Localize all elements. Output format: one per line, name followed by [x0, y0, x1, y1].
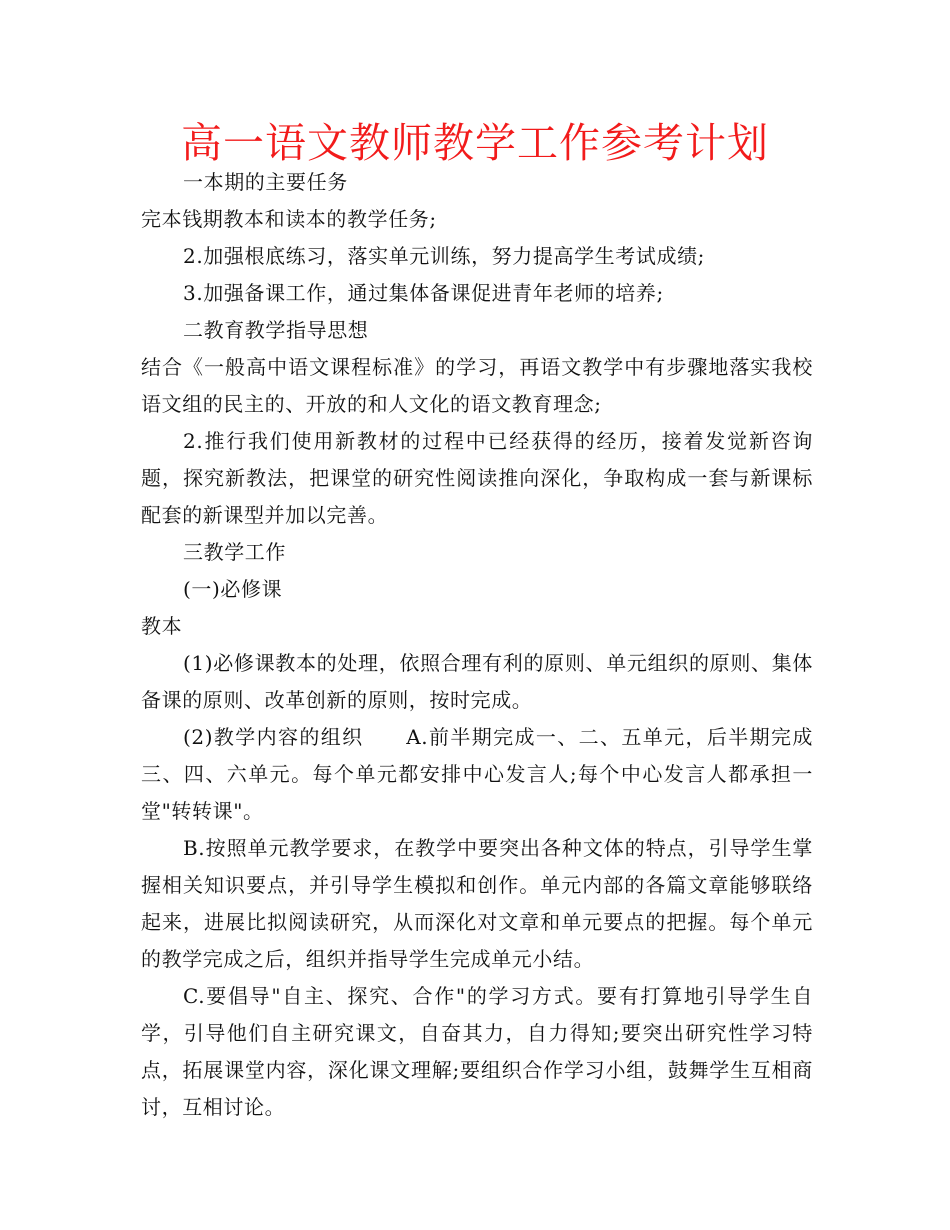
paragraph-3: 2.加强根底练习，落实单元训练，努力提高学生考试成绩;	[183, 244, 706, 268]
paragraph-13: B.按照单元教学要求，在教学中要突出各种文体的特点，引导学生掌握相关知识要点，并引导学生模拟和创作。单元内部的各篇文章能够联络起来，进展比拟阅读研究，从而深化对文章和单元要点的把握。每个单元的教学完成之后，组织并指导学生完成单元小结。	[141, 836, 813, 971]
paragraph-11: (1)必修课教本的处理，依照合理有利的原则、单元组织的原则、集体备课的原则、改革创新的原则，按时完成。	[141, 651, 813, 712]
paragraph-8: 三教学工作	[183, 540, 286, 564]
paragraph-1: 一本期的主要任务	[183, 170, 348, 194]
paragraph-4: 3.加强备课工作，通过集体备课促进青年老师的培养;	[183, 281, 664, 305]
paragraph-5: 二教育教学指导思想	[183, 318, 369, 342]
document-title: 高一语文教师教学工作参考计划	[181, 119, 769, 167]
paragraph-9: (一)必修课	[183, 577, 283, 601]
paragraph-12: (2)教学内容的组织 A.前半期完成一、二、五单元，后半期完成三、四、六单元。每个单元都安排中心发言人;每个中心发言人都承担一堂"转转课"。	[141, 725, 813, 823]
paragraph-7: 2.推行我们使用新教材的过程中已经获得的经历，接着发觉新咨询题，探究新教法，把课堂的研究性阅读推向深化，争取构成一套与新课标配套的新课型并加以完善。	[141, 429, 813, 527]
document-body	[141, 164, 813, 1126]
paragraph-6: 结合《一般高中语文课程标准》的学习，再语文教学中有步骤地落实我校语文组的民主的、开放的和人文化的语文教育理念;	[141, 355, 813, 416]
paragraph-10: 教本	[141, 614, 183, 638]
paragraph-14: C.要倡导"自主、探究、合作"的学习方式。要有打算地引导学生自学，引导他们自主研究课文，自奋其力，自力得知;要突出研究性学习特点，拓展课堂内容，深化课文理解;要组织合作学习小组，鼓舞学生互相商讨，互相讨论。	[141, 984, 813, 1119]
paragraph-2: 完本钱期教本和读本的教学任务;	[141, 207, 437, 231]
